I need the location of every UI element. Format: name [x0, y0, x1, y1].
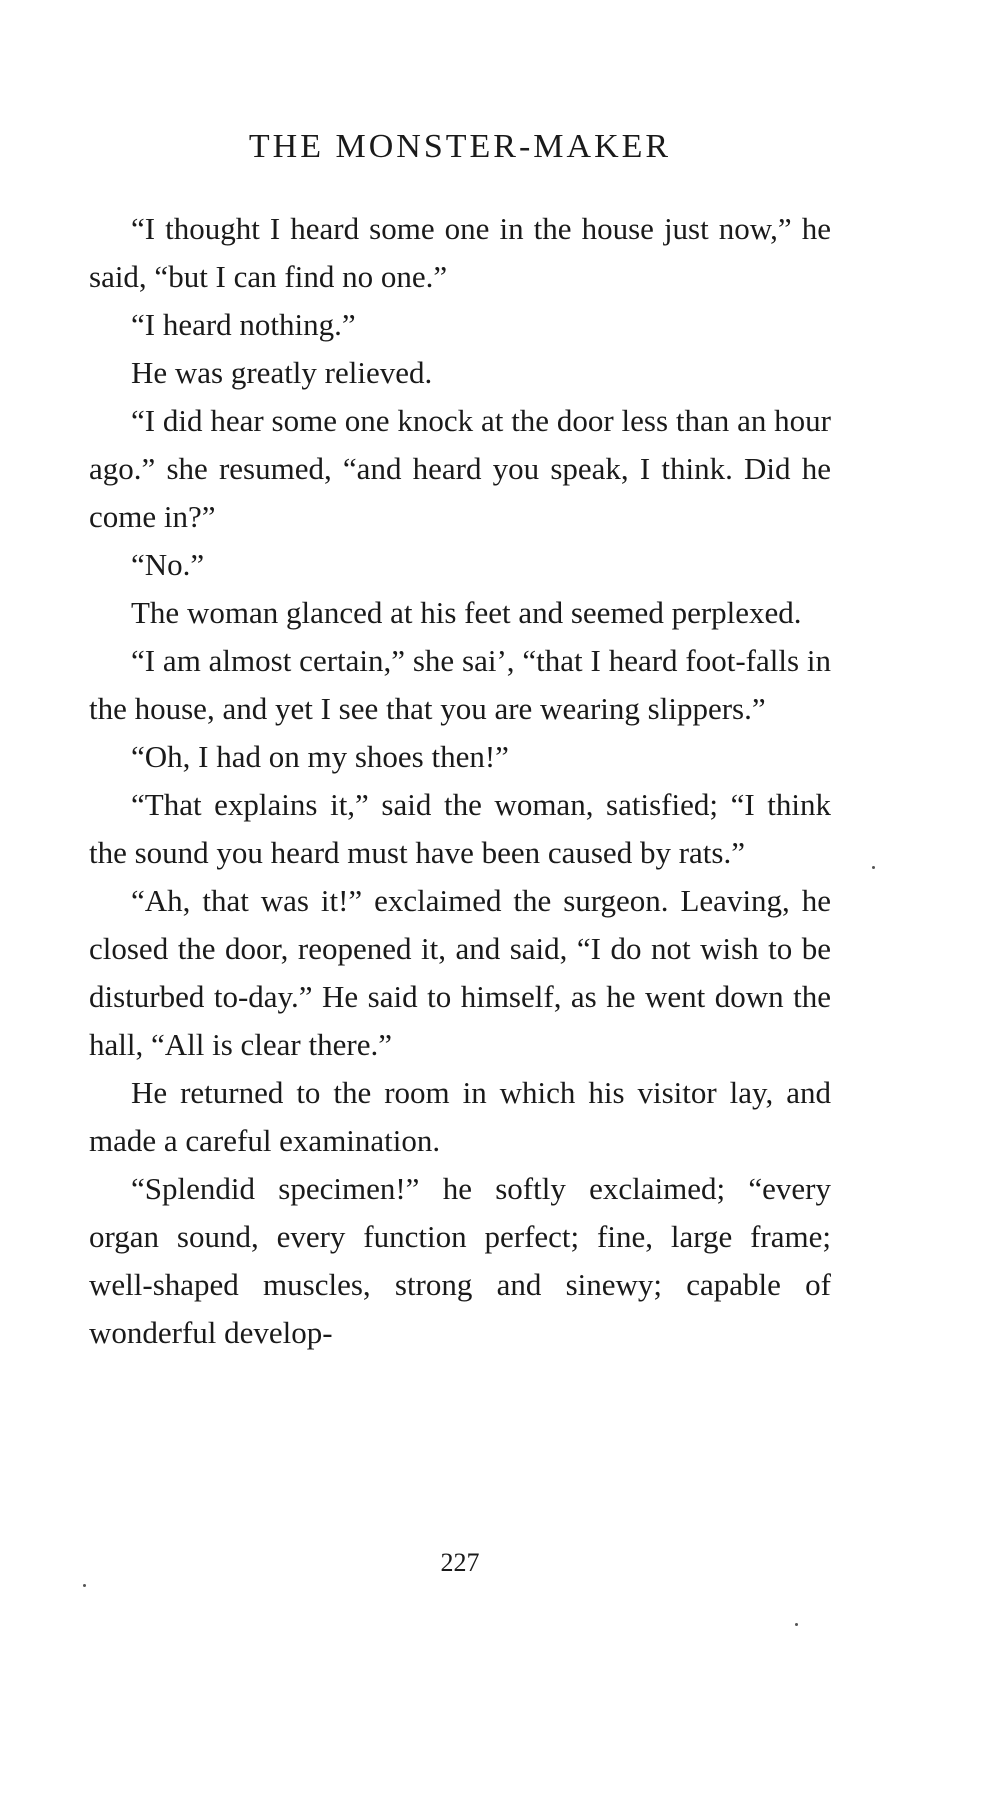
paragraph: The woman glanced at his feet and seemed perplexed. — [131, 595, 802, 630]
paragraph: “I did hear some one knock at the door less than an hour ago.” she resumed, “and heard you speak, I think. Did he come in?” — [89, 403, 831, 534]
paragraph: “Oh, I had on my shoes then!” — [131, 739, 509, 774]
paragraph: “No.” — [131, 547, 205, 582]
paragraph: “Splendid specimen!” he softly exclaimed; “every organ sound, every function perfect; fine, large frame; well-shaped muscles, strong and sinewy; capable of wonderful develop- — [89, 1171, 831, 1350]
page-number: 227 — [440, 1548, 480, 1577]
paragraph: He was greatly relieved. — [131, 355, 433, 390]
paper-speck — [83, 1584, 86, 1587]
paragraph: “I am almost certain,” she sai’, “that I heard foot-falls in the house, and yet I see that you are wearing slippers.” — [89, 643, 831, 726]
paragraph: He returned to the room in which his visitor lay, and made a careful examination. — [89, 1075, 831, 1158]
body-text — [89, 205, 831, 1357]
paragraph: “Ah, that was it!” exclaimed the surgeon. Leaving, he closed the door, reopened it, and said, “I do not wish to be disturbed to-day.” He said to himself, as he went down the hall, “All is clear there.” — [89, 883, 831, 1062]
paragraph: “I heard nothing.” — [131, 307, 356, 342]
paper-speck — [872, 866, 875, 869]
paragraph: “That explains it,” said the woman, satisfied; “I think the sound you heard must have been caused by rats.” — [89, 787, 831, 870]
paper-speck — [795, 1623, 798, 1626]
paragraph: “I thought I heard some one in the house just now,” he said, “but I can find no one.” — [89, 211, 831, 294]
running-head: THE MONSTER-MAKER — [248, 128, 672, 165]
